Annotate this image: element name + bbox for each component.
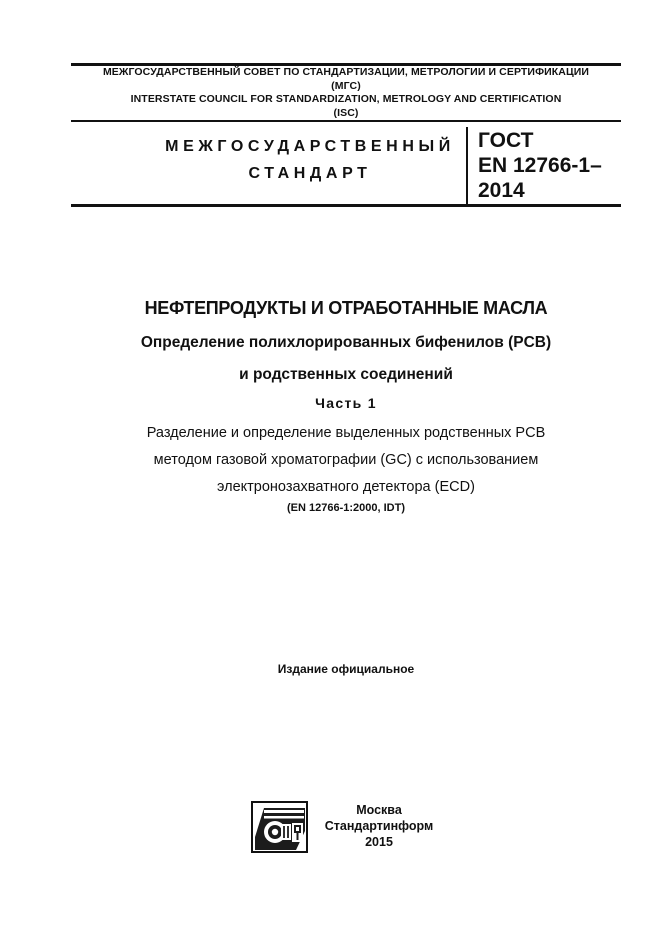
publication-year: 2015 [365, 835, 393, 849]
standard-bottom-rule [71, 204, 621, 207]
gost-line1: ГОСТ [478, 129, 534, 152]
standartinform-logo [251, 801, 308, 853]
council-header [71, 66, 621, 120]
council-abbr-ru: (МГС) [331, 79, 361, 92]
document-part-description [71, 420, 621, 501]
publisher-block [314, 802, 444, 850]
description-line2: методом газовой хроматографии (GC) с использованием [153, 452, 539, 468]
publisher-name: Стандартинформ [324, 819, 434, 833]
council-abbr-en: (ISC) [333, 106, 359, 119]
gost-designation [478, 128, 602, 203]
official-edition-label: Издание официальное [277, 662, 415, 676]
document-subtitle-line1: Определение полихлорированных бифенилов (PCB) [140, 334, 552, 351]
gost-line3: 2014 [478, 179, 525, 202]
description-line3: электронозахватного детектора (ECD) [217, 479, 475, 495]
standard-divider [466, 127, 468, 206]
identical-standard-ref: (EN 12766-1:2000, IDT) [287, 502, 405, 514]
document-subtitle-line2: и родственных соединений [239, 366, 453, 383]
gost-line2: EN 12766-1– [478, 154, 602, 177]
document-part: Часть 1 [315, 395, 377, 411]
council-name-en: INTERSTATE COUNCIL FOR STANDARDIZATION, METROLOGY AND CERTIFICATION [130, 93, 562, 105]
standard-label-line2: СТАНДАРТ [248, 165, 372, 182]
document-title: НЕФТЕПРОДУКТЫ И ОТРАБОТАННЫЕ МАСЛА [144, 298, 548, 318]
description-line1: Разделение и определение выделенных родственных PCB [146, 425, 546, 441]
publisher-city: Москва [356, 803, 402, 817]
standard-label-line1: МЕЖГОСУДАРСТВЕННЫЙ [165, 138, 455, 155]
council-name-ru: МЕЖГОСУДАРСТВЕННЫЙ СОВЕТ ПО СТАНДАРТИЗАЦИИ, МЕТРОЛОГИИ И СЕРТИФИКАЦИИ [102, 66, 590, 78]
council-bottom-rule [71, 120, 621, 122]
